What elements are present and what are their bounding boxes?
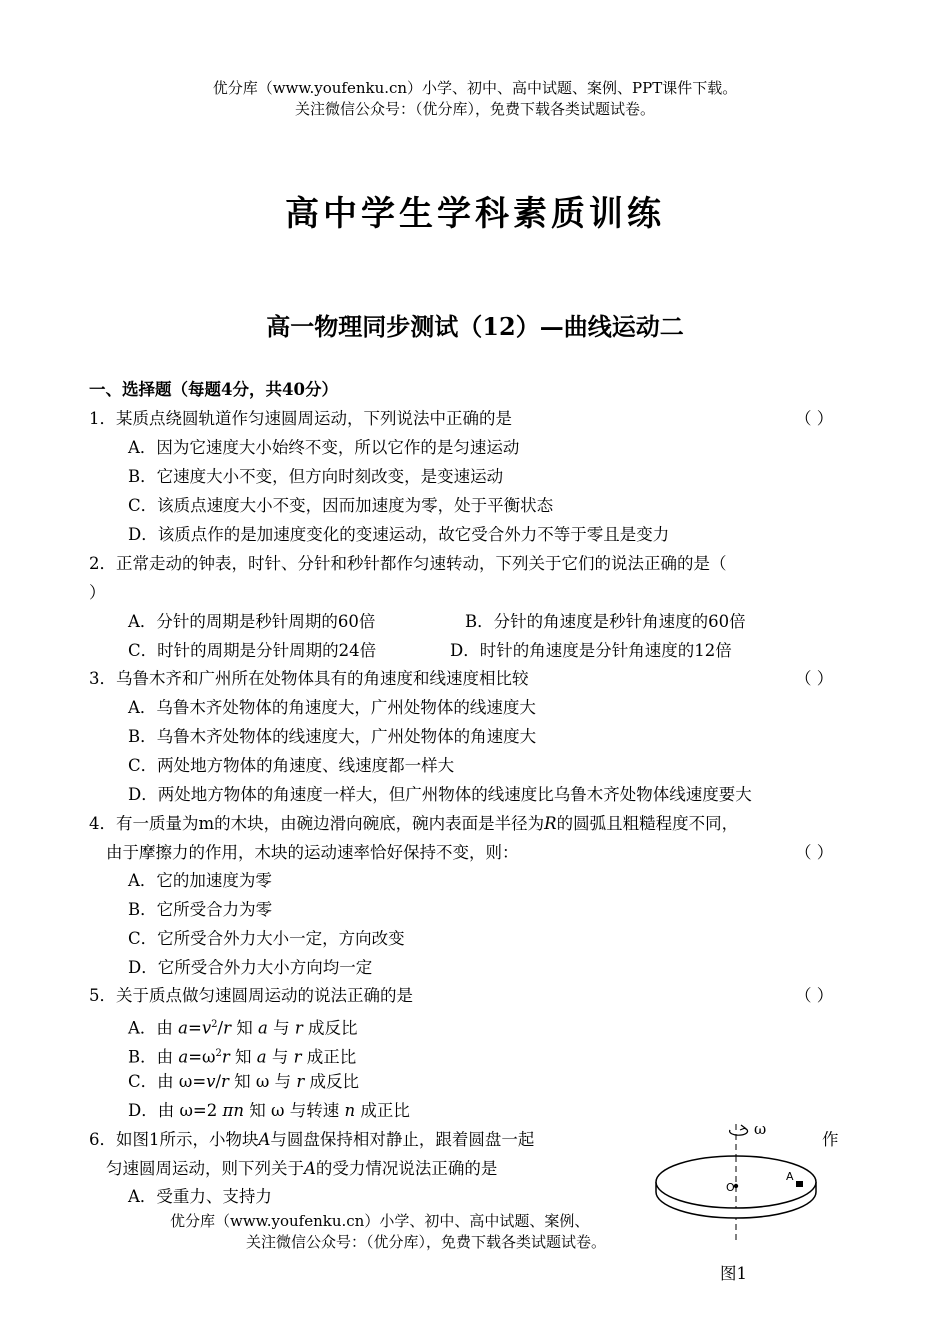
q2-stem-end: ）: [89, 583, 106, 602]
center-label: O: [726, 1181, 735, 1194]
footer-line-1: 优分库（www.youfenku.cn）小学、初中、高中试题、案例、: [170, 1212, 590, 1230]
q5-option-b: B．由 $a=\omega^2r$ 知 a 与 r 成正比: [128, 1047, 357, 1067]
q2-stem: 2．正常走动的钟表，时针、分针和秒针都作匀速转动，下列关于它们的说法正确的是（: [89, 554, 727, 573]
q5-option-d: D．由 ω=2 πn 知 ω 与转速 n 成正比: [128, 1101, 410, 1120]
footer-line-2: 关注微信公众号：（优分库），免费下载各类试题试卷。: [246, 1233, 607, 1251]
rotation-arrow-icon: [730, 1125, 748, 1135]
q3-option-a: A．乌鲁木齐处物体的角速度大，广州处物体的线速度大: [128, 698, 536, 717]
q6-option-a: A．受重力、支持力: [128, 1187, 272, 1206]
q2-option-a: A．分针的周期是秒针周期的60倍: [128, 612, 376, 631]
q1-option-c: C．该质点速度大小不变，因而加速度为零，处于平衡状态: [128, 496, 554, 515]
q1-stem: 1．某质点绕圆轨道作匀速圆周运动，下列说法中正确的是: [89, 409, 512, 428]
q3-answer-bracket: （ ）: [795, 669, 834, 688]
page-title: 高中学生学科素质训练: [285, 194, 665, 234]
q3-option-d: D．两处地方物体的角速度一样大，但广州物体的线速度比乌鲁木齐处物体线速度要大: [128, 785, 752, 804]
q4-stem: 4．有一质量为m的木块，由碗边滑向碗底，碗内表面是半径为R的圆弧且粗糙程度不同，: [89, 814, 739, 833]
radius-symbol: R: [544, 814, 557, 833]
q4-option-d: D．它所受合外力大小方向均一定: [128, 958, 373, 977]
q6-stem-end: 作: [822, 1130, 839, 1149]
q2-option-c: C．时针的周期是分针周期的24倍: [128, 641, 377, 660]
q1-option-b: B．它速度大小不变，但方向时刻改变，是变速运动: [128, 467, 504, 486]
q3-option-c: C．两处地方物体的角速度、线速度都一样大: [128, 756, 455, 775]
q1-answer-bracket: （ ）: [795, 409, 834, 428]
q2-option-b: B．分针的角速度是秒针角速度的60倍: [465, 612, 746, 631]
q3-stem: 3．乌鲁木齐和广州所在处物体具有的角速度和线速度相比较: [89, 669, 529, 688]
q4-option-a: A．它的加速度为零: [128, 871, 272, 890]
q1-option-d: D．该质点作的是加速度变化的变速运动，故它受合外力不等于零且是变力: [128, 525, 670, 544]
header-line-1: 优分库（www.youfenku.cn）小学、初中、高中试题、案例、PPT课件下载。: [212, 79, 738, 97]
q3-option-b: B．乌鲁木齐处物体的线速度大，广州处物体的角速度大: [128, 727, 537, 746]
figure-1-rotating-disc: [650, 1118, 830, 1248]
q6-stem: 6．如图1所示，小物块A与圆盘保持相对静止，跟着圆盘一起: [89, 1130, 535, 1149]
q1-option-a: A．因为它速度大小始终不变，所以它作的是匀速运动: [128, 438, 520, 457]
q4-option-b: B．它所受合力为零: [128, 900, 273, 919]
q2-option-d: D．时针的角速度是分针角速度的12倍: [450, 641, 732, 660]
q4-option-c: C．它所受合外力大小一定，方向改变: [128, 929, 405, 948]
block-label: A: [786, 1170, 794, 1183]
test-subtitle: 高一物理同步测试（12）—曲线运动二: [266, 312, 684, 341]
section-heading: 一、选择题（每题4分，共40分）: [89, 380, 338, 399]
block-a: [796, 1181, 803, 1187]
q5-option-a: A．由 $a=v^2/r$ 知 a 与 r 成反比: [128, 1018, 358, 1038]
q5-answer-bracket: （ ）: [795, 986, 834, 1005]
q4-answer-bracket: （ ）: [795, 843, 834, 862]
omega-label: ω: [754, 1120, 767, 1138]
q5-option-c: C．由 ω=v/r 知 ω 与 r 成反比: [128, 1072, 360, 1091]
q4-stem-2: 由于摩擦力的作用，木块的运动速率恰好保持不变，则：: [106, 843, 519, 862]
header-line-2: 关注微信公众号：（优分库），免费下载各类试题试卷。: [294, 100, 655, 118]
q6-stem-2: 匀速圆周运动，则下列关于A的受力情况说法正确的是: [106, 1159, 498, 1178]
figure-1-caption: 图1: [720, 1264, 747, 1283]
q5-stem: 5．关于质点做匀速圆周运动的说法正确的是: [89, 986, 413, 1005]
